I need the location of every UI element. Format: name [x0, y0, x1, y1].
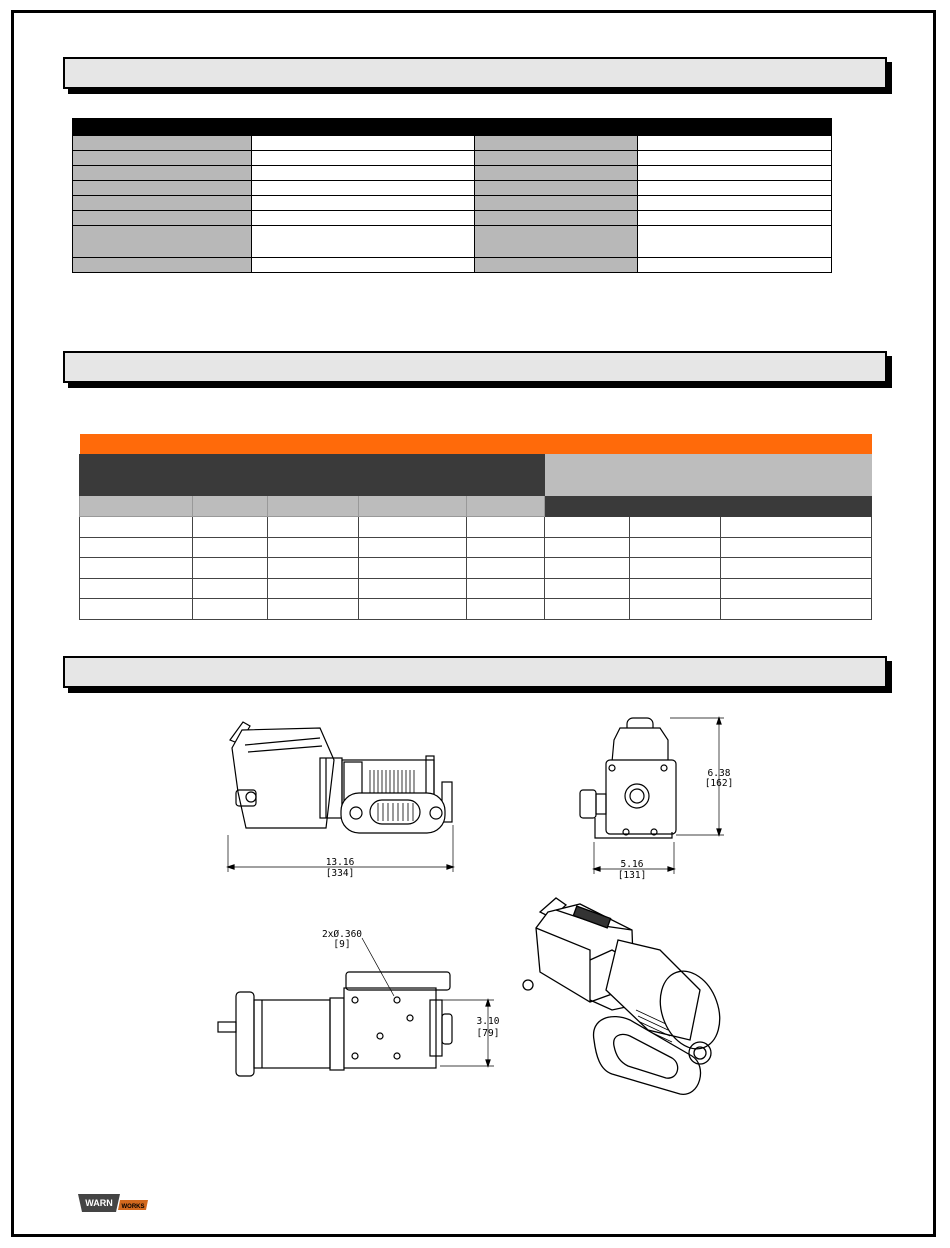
end-view-drawing	[580, 718, 724, 874]
side-length-in: 13.16	[325, 857, 355, 868]
bottom-depth-mm: [79]	[476, 1028, 500, 1039]
end-height-in: 6.38	[707, 768, 731, 779]
isometric-view-drawing	[523, 898, 730, 1094]
side-view-drawing	[228, 722, 453, 872]
warn-works-logo	[76, 1190, 150, 1214]
end-height-mm: [162]	[704, 778, 734, 789]
hole-callout: 2xØ.360	[321, 929, 363, 940]
bottom-depth-in: 3.10	[476, 1016, 500, 1027]
end-width-mm: [131]	[617, 870, 647, 881]
hole-callout-mm: [9]	[333, 939, 351, 950]
bottom-view-drawing	[218, 938, 494, 1076]
side-length-mm: [334]	[325, 868, 355, 879]
end-width-in: 5.16	[620, 859, 644, 870]
logo-sub-text: WORKS	[121, 1204, 145, 1210]
logo-brand-text: WARN	[85, 1198, 113, 1208]
